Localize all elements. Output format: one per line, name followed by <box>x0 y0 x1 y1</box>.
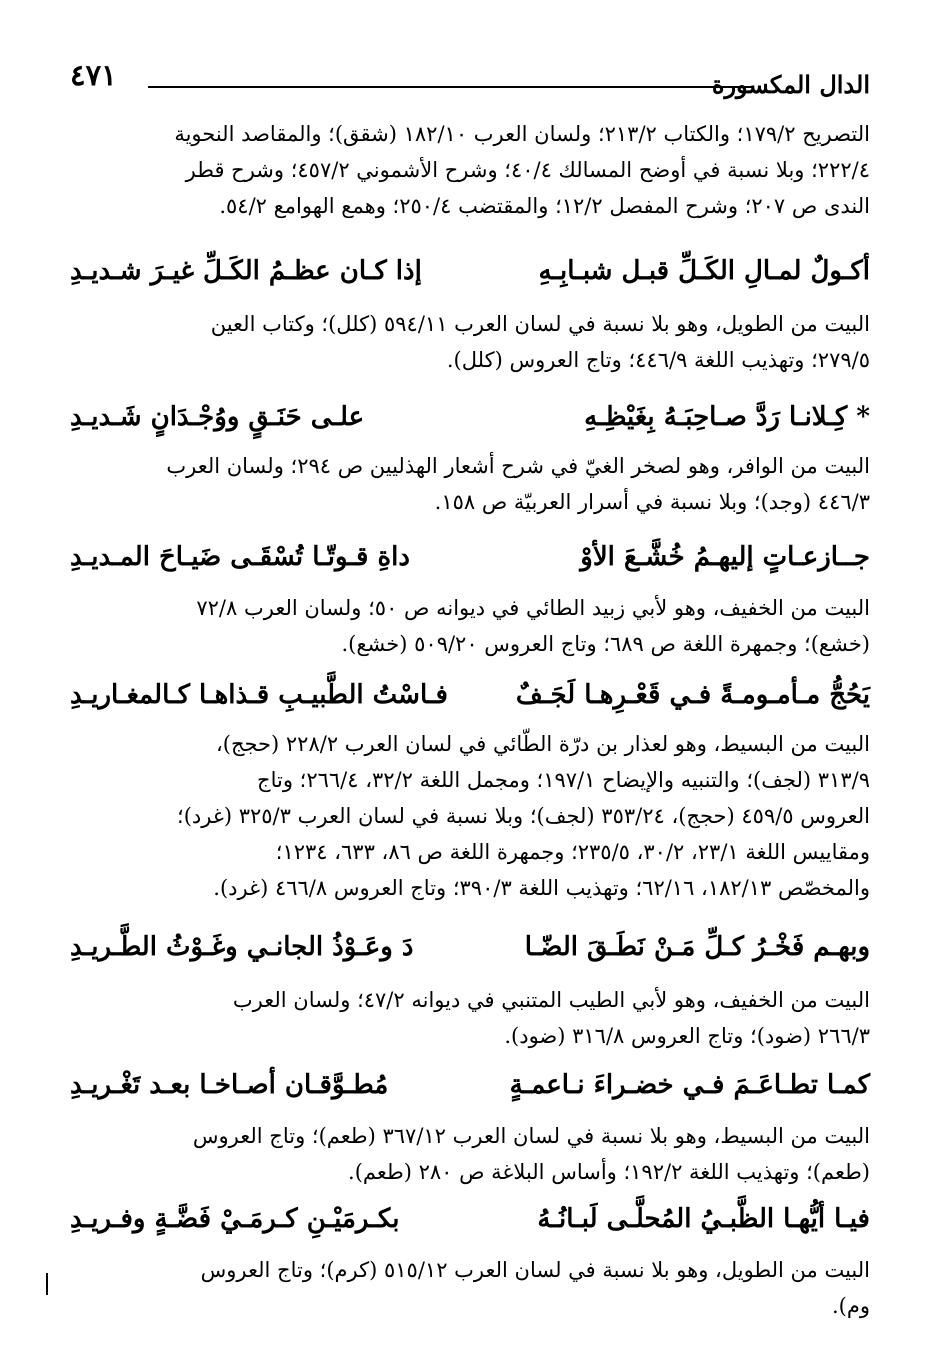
verse-3-notes <box>70 590 870 662</box>
text-line: ٢٦٦/٣ (ضود)؛ وتاج العروس ٣١٦/٨ (ضود). <box>504 1024 870 1048</box>
text-line: ٣١٣/٩ (لجف)؛ والتنبيه والإيضاح ١٩٧/١؛ ومجمل اللغة ٣٢/٢، ٢٦٦/٤؛ وتاج <box>257 768 870 792</box>
text-line: البيت من البسيط، وهو بلا نسبة في لسان العرب ٣٦٧/١٢ (طعم)؛ وتاج العروس <box>192 1124 870 1148</box>
text-line: ٢٧٩/٥؛ وتهذيب اللغة ٤٤٦/٩؛ وتاج العروس (كلل). <box>446 348 870 372</box>
verse-1 <box>70 256 870 302</box>
verse-5-notes <box>70 982 870 1054</box>
running-title: الدال المكسورة <box>711 70 870 99</box>
verse-1-notes <box>70 306 870 378</box>
verse-6 <box>70 1070 870 1116</box>
text-line: وم). <box>831 1294 870 1318</box>
verse-second-hemistich: داةِ قـوتّـا تُسْقَـى ضَيـاحَ المـديـدِ <box>70 542 410 572</box>
verse-4-notes <box>70 726 870 906</box>
verse-6-notes <box>70 1118 870 1190</box>
header-rule <box>148 86 752 88</box>
text-line: البيت من البسيط، وهو لعذار بن درّة الطّائي في لسان العرب ٢٢٨/٢ (حجج)، <box>215 732 870 756</box>
text-line: البيت من الطويل، وهو بلا نسبة في لسان العرب ٥١٥/١٢ (كرم)؛ وتاج العروس <box>200 1258 870 1282</box>
page-header <box>70 58 870 106</box>
text-line: ٢٢٢/٤؛ وبلا نسبة في أوضح المسالك ٤٠/٤؛ وشرح الأشموني ٤٥٧/٢؛ وشرح قطر <box>185 158 870 182</box>
verse-first-hemistich: كمـا تطـاعَـمَ فـي خضـراءَ نـاعمـةٍ <box>509 1070 870 1100</box>
verse-second-hemistich: مُطـوَّقـان أصـاخـا بعـد تَغْـريـدِ <box>70 1070 389 1100</box>
text-line: (خشع)؛ وجمهرة اللغة ص ٦٨٩؛ وتاج العروس ٥٠٩/٢٠ (خشع). <box>341 632 870 656</box>
verse-3 <box>70 542 870 588</box>
text-line: العروس ٤٥٩/٥ (حجج)، ٣٥٣/٢٤ (لجف)؛ وبلا نسبة في لسان العرب ٣٢٥/٣ (غرد)؛ <box>177 804 870 828</box>
verse-second-hemistich: بكـرمَيْـنِ كـرمَـيْ فَضَّـةٍ وفـريـدِ <box>70 1204 400 1234</box>
verse-second-hemistich: دَ وعَـوْذُ الجانـي وغَـوْثُ الطَّـريـدِ <box>70 932 414 962</box>
text-line: الندى ص ٢٠٧؛ وشرح المفصل ١٢/٢؛ والمقتضب ٢٥٠/٤؛ وهمع الهوامع ٥٤/٢. <box>219 194 870 218</box>
verse-second-hemistich: علـى حَنَـقٍ ووُجْـدَانٍ شَـديـدِ <box>70 402 365 432</box>
verse-first-hemistich: * كِـلانـا رَدَّ صـاحِبَـهُ بِغَيْظِـهِ <box>584 402 870 432</box>
verse-second-hemistich: فـاسْتُ الطَّبيـبِ قـذاهـا كـالمغـاريـدِ <box>70 680 448 710</box>
verse-2 <box>70 402 870 448</box>
verse-7 <box>70 1204 870 1250</box>
verse-first-hemistich: فيـا أيُّهـا الظَّبـيُ المُحلَّـى لَبـانُـهُ <box>537 1204 870 1234</box>
text-line: ٤٤٦/٣ (وجد)؛ وبلا نسبة في أسرار العربيّة ص ١٥٨. <box>434 490 870 514</box>
verse-5 <box>70 932 870 978</box>
verse-first-hemistich: وبهـم فَخْـرُ كـلِّ مَـنْ نَطَـقَ الضّـا <box>524 932 870 962</box>
text-line: التصريح ١٧٩/٢؛ والكتاب ٢١٣/٢؛ ولسان العرب ١٨٢/١٠ (شقق)؛ والمقاصد النحوية <box>174 122 870 146</box>
text-line: البيت من الطويل، وهو بلا نسبة في لسان العرب ٥٩٤/١١ (كلل)؛ وكتاب العين <box>210 312 870 336</box>
text-line: ومقاييس اللغة ٢٣/١، ٣٠/٢، ٢٣٥/٥؛ وجمهرة اللغة ص ٨٦، ٦٣٣، ١٢٣٤؛ <box>275 840 870 864</box>
text-line: البيت من الخفيف، وهو لأبي الطيب المتنبي في ديوانه ٤٧/٢؛ ولسان العرب <box>232 988 870 1012</box>
intro-references <box>70 116 870 224</box>
text-line: البيت من الوافر، وهو لصخر الغيّ في شرح أشعار الهذليين ص ٢٩٤؛ ولسان العرب <box>166 454 870 478</box>
verse-2-notes <box>70 448 870 520</box>
verse-first-hemistich: أكـولٌ لمـالِ الكَـلِّ قبـل شبـابِـهِ <box>538 256 870 286</box>
text-line: (طعم)؛ وتهذيب اللغة ١٩٢/٢؛ وأساس البلاغة ص ٢٨٠ (طعم). <box>348 1160 870 1184</box>
verse-first-hemistich: جــازعـاتٍ إليهـمُ خُشَّـعَ الأوْ <box>580 542 870 572</box>
verse-7-notes <box>70 1252 870 1324</box>
text-line: البيت من الخفيف، وهو لأبي زبيد الطائي في ديوانه ص ٥٠؛ ولسان العرب ٧٢/٨ <box>196 596 870 620</box>
verse-4 <box>70 680 870 726</box>
text-line: والمخصّص ١٨٢/١٣، ٦٢/١٦؛ وتهذيب اللغة ٣٩٠/٣؛ وتاج العروس ٤٦٦/٨ (غرد). <box>213 876 870 900</box>
margin-mark <box>46 1273 48 1295</box>
verse-first-hemistich: يَحُجُّ مـأمـومـةً فـي قَعْـرِهـا لَجَـفٌ <box>515 680 870 710</box>
verse-second-hemistich: إذا كـان عظـمُ الكَـلِّ غيـرَ شـديـدِ <box>70 256 422 286</box>
asterisk-marker: * <box>856 402 870 432</box>
page-number: ٤٧١ <box>70 58 117 92</box>
